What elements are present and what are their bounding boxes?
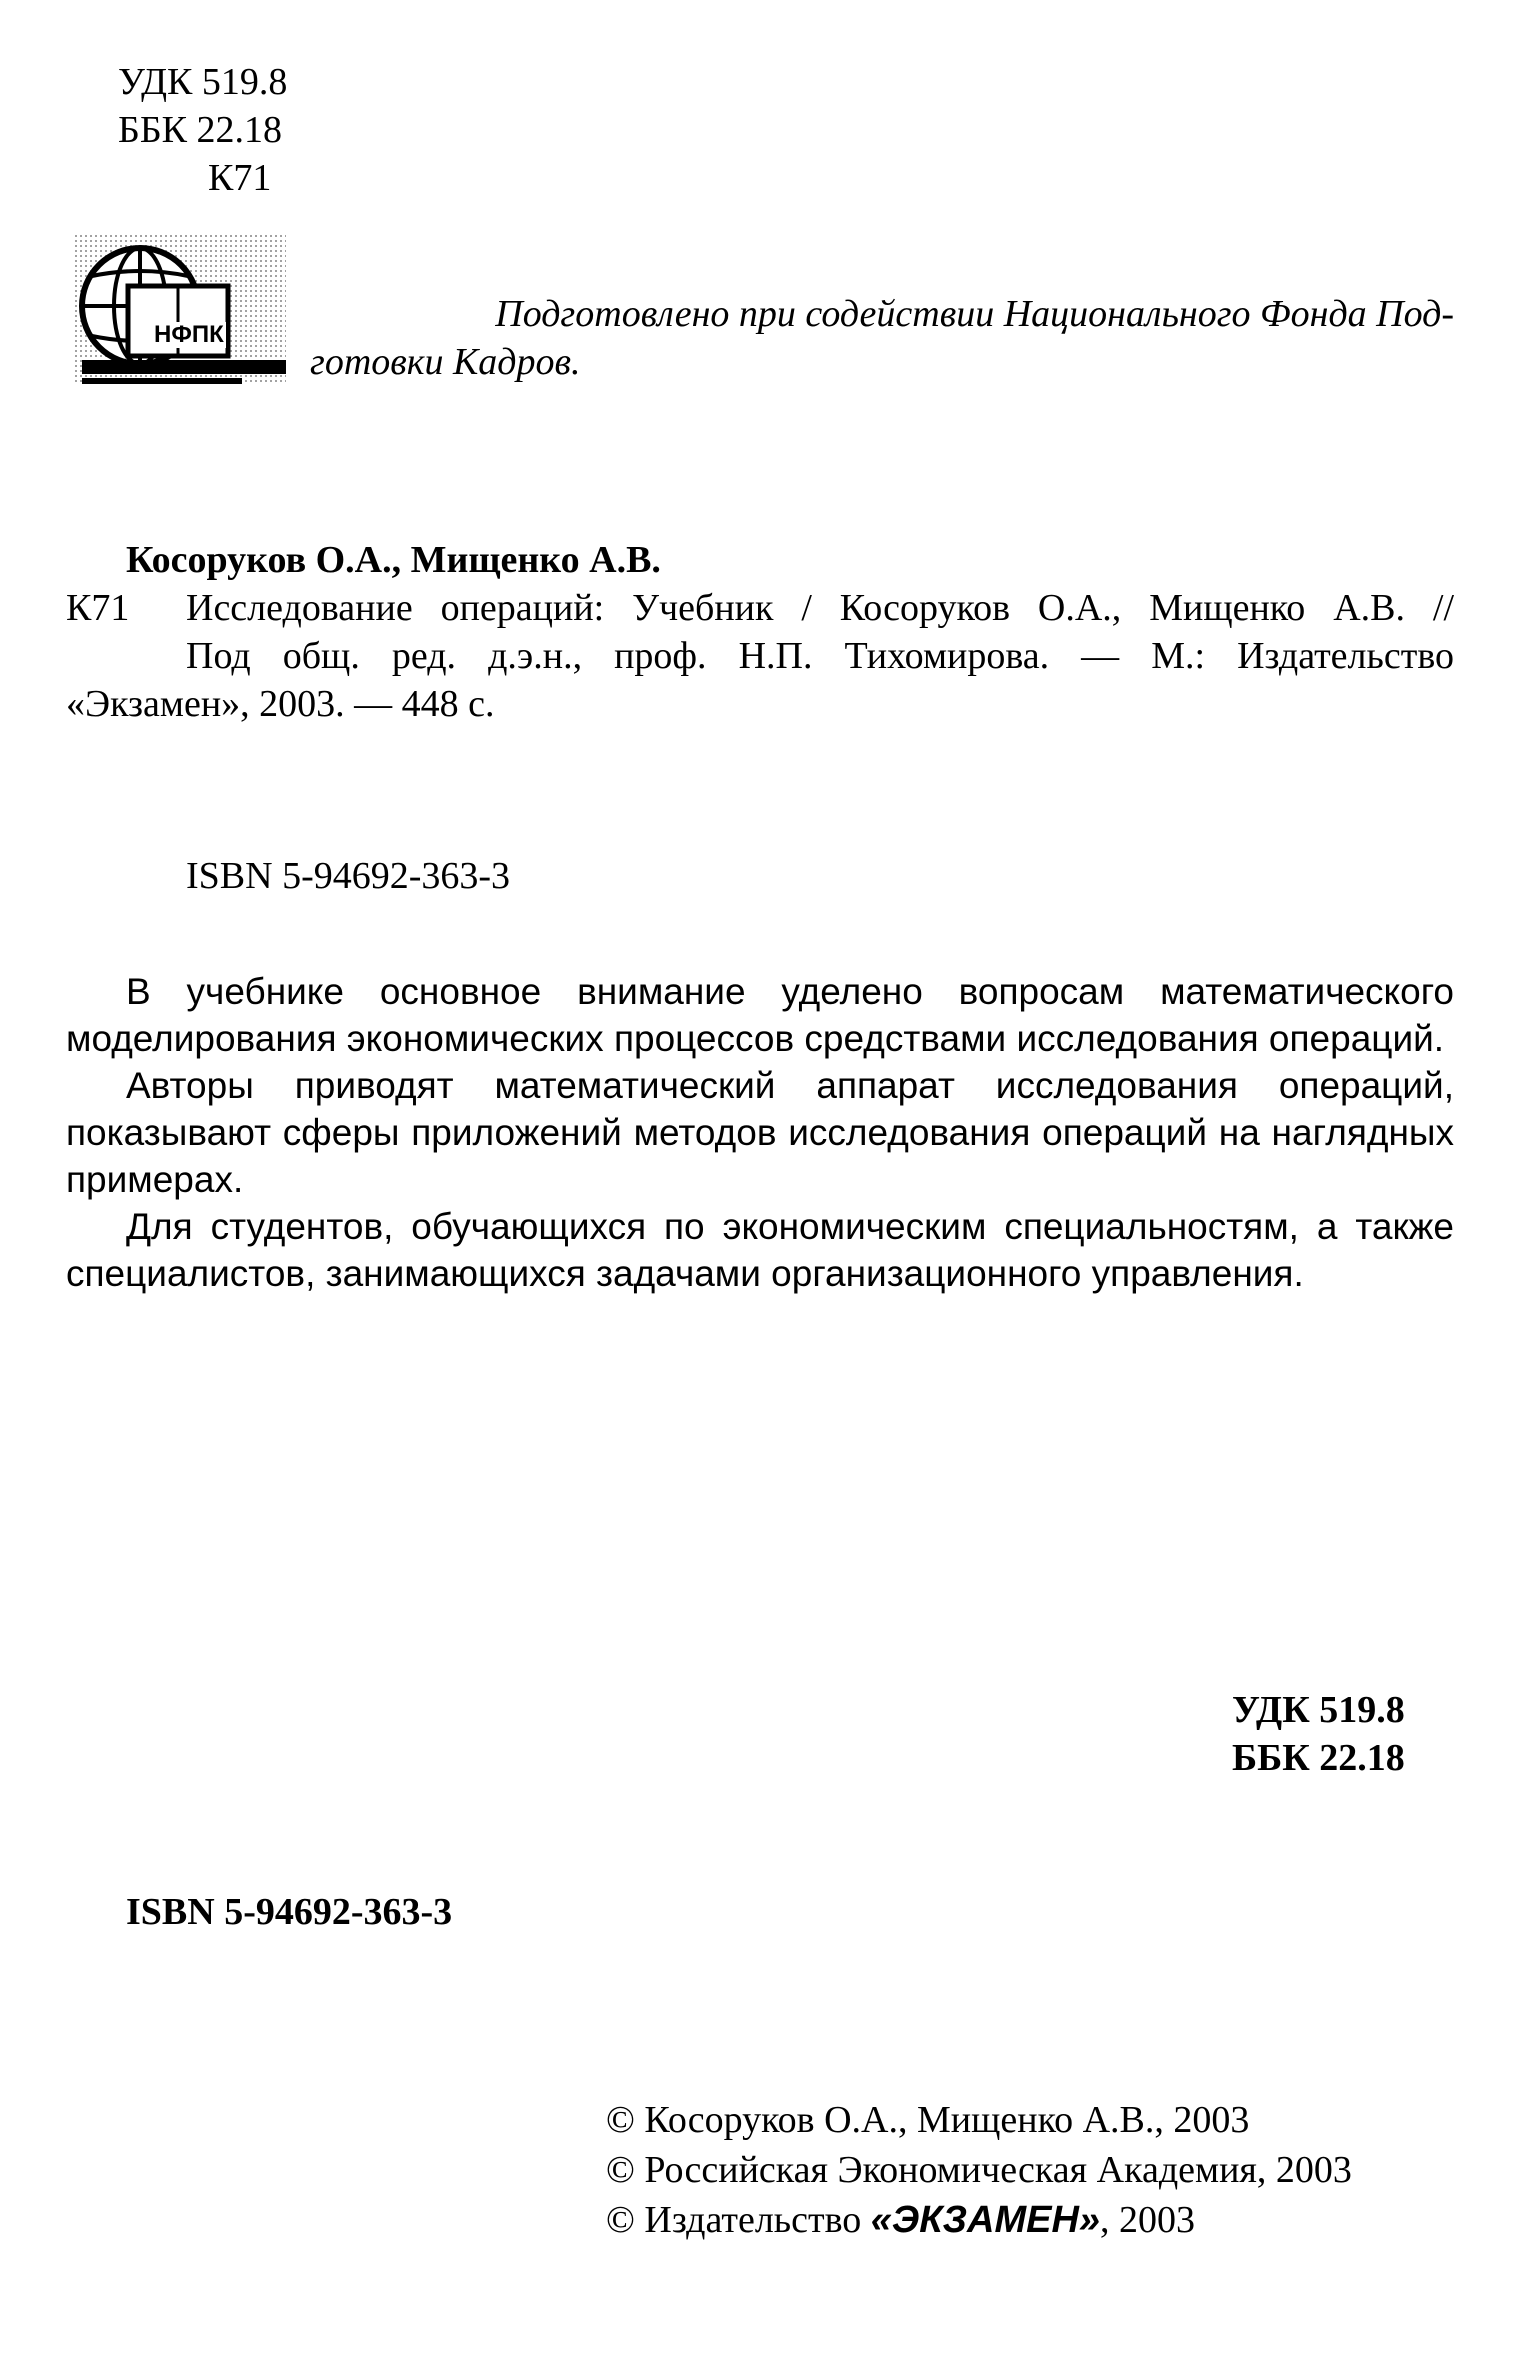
copyright-publisher-prefix: © Издательство bbox=[606, 2199, 871, 2241]
udk-right: УДК 519.8 bbox=[1232, 1689, 1405, 1731]
sponsor-note bbox=[310, 290, 1454, 386]
bibliography-line-1: Исследование операций: Учебник / Косоруков О.А., Мищенко А.В. // bbox=[186, 587, 1454, 629]
copyright-publisher bbox=[606, 2196, 1195, 2244]
isbn-bold: ISBN 5-94692-363-3 bbox=[126, 1891, 453, 1933]
copyright-academy: © Российская Экономическая Академия, 2003 bbox=[606, 2149, 1352, 2191]
copyright-publisher-year: , 2003 bbox=[1100, 2199, 1196, 2241]
abstract-paragraph: Для студентов, обучающихся по экономическим специальностям, а также специалистов, занимающихся задачами организационного управления. bbox=[66, 1206, 1454, 1294]
isbn-plain: ISBN 5-94692-363-3 bbox=[186, 855, 511, 897]
bbk-top: ББК 22.18 bbox=[118, 109, 282, 151]
udk-top: УДК 519.8 bbox=[118, 61, 288, 103]
abstract bbox=[66, 968, 1454, 1297]
sponsor-note-line-2: готовки Кадров. bbox=[310, 341, 581, 383]
abstract-paragraph: Авторы приводят математический аппарат исследования операций, показывают сферы приложений методов исследования операций на наглядных примерах. bbox=[66, 1065, 1454, 1200]
author-code-top: К71 bbox=[208, 157, 272, 199]
nfpk-globe-logo-icon bbox=[74, 214, 286, 404]
copyright-authors: © Косоруков О.А., Мищенко А.В., 2003 bbox=[606, 2099, 1250, 2141]
bibliography-line-3: «Экзамен», 2003. — 448 с. bbox=[66, 683, 495, 725]
logo-text: НФПК bbox=[154, 321, 224, 348]
authors-heading: Косоруков О.А., Мищенко А.В. bbox=[126, 539, 661, 581]
abstract-paragraph: В учебнике основное внимание уделено вопросам математического моделирования экономических процессов средствами исследования операций. bbox=[66, 971, 1454, 1059]
nfpk-logo bbox=[74, 214, 286, 404]
bbk-right: ББК 22.18 bbox=[1232, 1737, 1405, 1779]
bibliography-line-2: Под общ. ред. д.э.н., проф. Н.П. Тихомирова. — М.: Издательство bbox=[186, 635, 1454, 677]
sponsor-note-line-1: Подготовлено при содействии Национального Фонда Под- bbox=[495, 293, 1454, 335]
publisher-name: «ЭКЗАМЕН» bbox=[870, 2199, 1101, 2241]
bibliography-code: К71 bbox=[66, 587, 130, 629]
